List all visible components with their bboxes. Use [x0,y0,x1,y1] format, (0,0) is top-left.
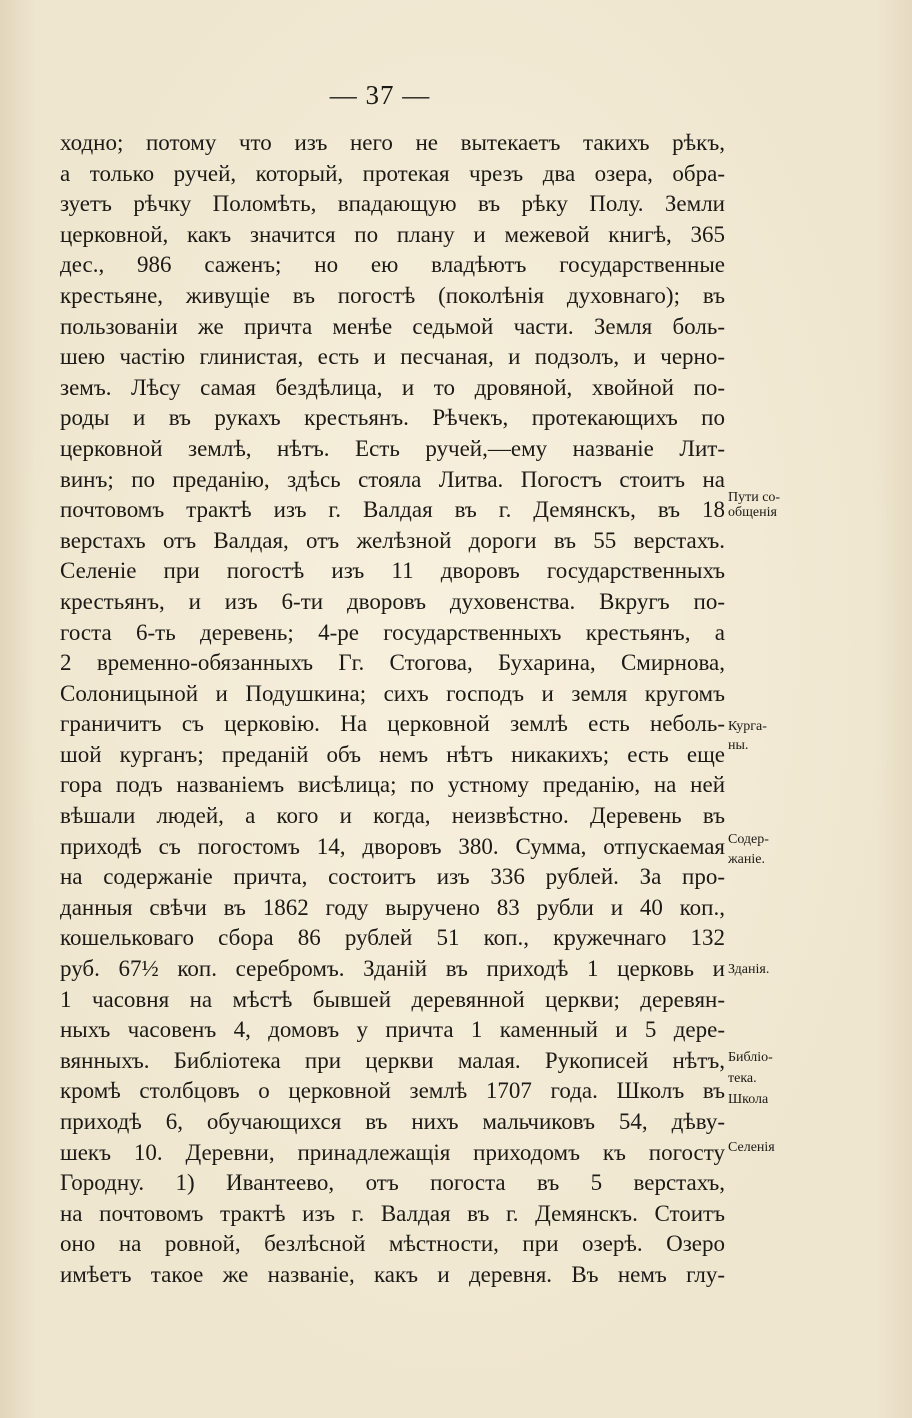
text-line: приходѣ 6, обучающихся въ нихъ мальчиковъ 54, дѣву- [60,1109,725,1134]
margin-note-soobshcheniya: общенія [728,505,777,520]
text-line: Селеніе при погостѣ изъ 11 дворовъ государственныхъ [60,558,725,584]
body-text [60,128,725,1291]
text-line: шею частію глинистая, есть и песчаная, и подзолъ, и черно- [60,344,725,370]
text-line: руб. 67½ коп. серебромъ. Зданій въ приходѣ 1 церковь и [60,956,725,982]
text-line: 2 временно-обязанныхъ Гг. Стогова, Бухарина, Смирнова, [60,650,725,676]
text-line: вѣшали людей, а кого и когда, неизвѣстно. Деревень въ [60,803,725,829]
text-line: данныя свѣчи въ 1862 году выручено 83 рубли и 40 коп., [60,894,725,920]
text-line: ходно; потому что изъ него не вытекаетъ такихъ рѣкъ, [60,130,725,155]
text-line: верстахъ отъ Валдая, отъ желѣзной дороги въ 55 верстахъ. [60,527,725,553]
text-line: граничитъ съ церковію. На церковной землѣ есть неболь- [60,711,725,737]
text-line: зуетъ рѣчку Поломѣть, впадающую въ рѣку Полу. Земли [60,191,725,217]
margin-note-kurgany: ны. [728,738,749,753]
margin-note-puti: Пути со- [728,490,781,505]
text-line: ныхъ часовенъ 4, домовъ у причта 1 каменный и 5 дере- [60,1017,725,1043]
page-number: — 37 — [329,80,431,110]
margin-note-seleniya: Селенія [728,1140,775,1155]
text-line: гора подъ названіемъ висѣлица; по устному преданію, на ней [60,772,725,798]
margin-note-biblioteka: тека. [728,1071,757,1086]
text-line: кромѣ столбцовъ о церковной землѣ 1707 года. Школъ въ [60,1078,725,1104]
text-line: дес., 986 саженъ; но ею владѣютъ государственные [60,252,725,278]
text-line: госта 6-ть деревень; 4-ре государственныхъ крестьянъ, а [60,619,725,645]
text-line: имѣетъ такое же названіе, какъ и деревня. Въ немъ глу- [60,1261,725,1287]
text-line: шой курганъ; преданій объ немъ нѣтъ никакихъ; есть еще [60,741,725,767]
margin-note-zdaniya: Зданія. [728,962,770,977]
text-line: на содержаніе причта, состоитъ изъ 336 рублей. За про- [60,864,725,890]
text-line: церковной землѣ, нѣтъ. Есть ручей,—ему названіе Лит- [60,435,725,461]
text-line: оно на ровной, безлѣсной мѣстности, при озерѣ. Озеро [60,1231,725,1257]
text-line: кошельковаго сбора 86 рублей 51 коп., кружечнаго 132 [60,925,725,951]
text-line: крестьянъ, и изъ 6-ти дворовъ духовенства. Вкругъ по- [60,588,725,614]
text-line: а только ручей, который, протекая чрезъ два озера, обра- [60,160,725,186]
margin-note-soder: Содер- [728,832,769,847]
text-line: винъ; по преданію, здѣсь стояла Литва. Погостъ стоитъ на [60,466,725,492]
text-line: церковной, какъ значится по плану и межевой книгѣ, 365 [60,221,725,247]
text-line: крестьяне, живущіе въ погостѣ (поколѣнія духовнаго); въ [60,282,725,308]
text-line: 1 часовня на мѣстѣ бывшей деревянной церкви; деревян- [60,986,725,1012]
margin-note-kurga: Курга- [728,719,767,734]
text-line: приходѣ съ погостомъ 14, дворовъ 380. Сумма, отпускаемая [60,833,725,859]
margin-note-shkola: Школа [728,1092,769,1107]
margin-note-biblio: Библіо- [728,1050,773,1065]
text-line: шекъ 10. Деревни, принадлежащія приходомъ къ погосту [60,1139,725,1165]
text-line: пользованіи же причта менѣе седьмой части. Земля боль- [60,313,725,339]
text-line: роды и въ рукахъ крестьянъ. Рѣчекъ, протекающихъ по [60,405,725,431]
text-line: на почтовомъ трактѣ изъ г. Валдая въ г. Демянскъ. Стоитъ [60,1200,725,1226]
margin-note-soderzhanie: жаніе. [728,852,765,867]
text-line: Солоницыной и Подушкина; сихъ господъ и земля кругомъ [60,680,725,706]
text-line: Городну. 1) Ивантеево, отъ погоста въ 5 верстахъ, [60,1170,725,1196]
text-line: земъ. Лѣсу самая бездѣлица, и то дровяной, хвойной по- [60,374,725,400]
text-line: почтовомъ трактѣ изъ г. Валдая въ г. Демянскъ, въ 18 [60,497,725,523]
text-line: вянныхъ. Библіотека при церкви малая. Рукописей нѣтъ, [60,1047,725,1073]
